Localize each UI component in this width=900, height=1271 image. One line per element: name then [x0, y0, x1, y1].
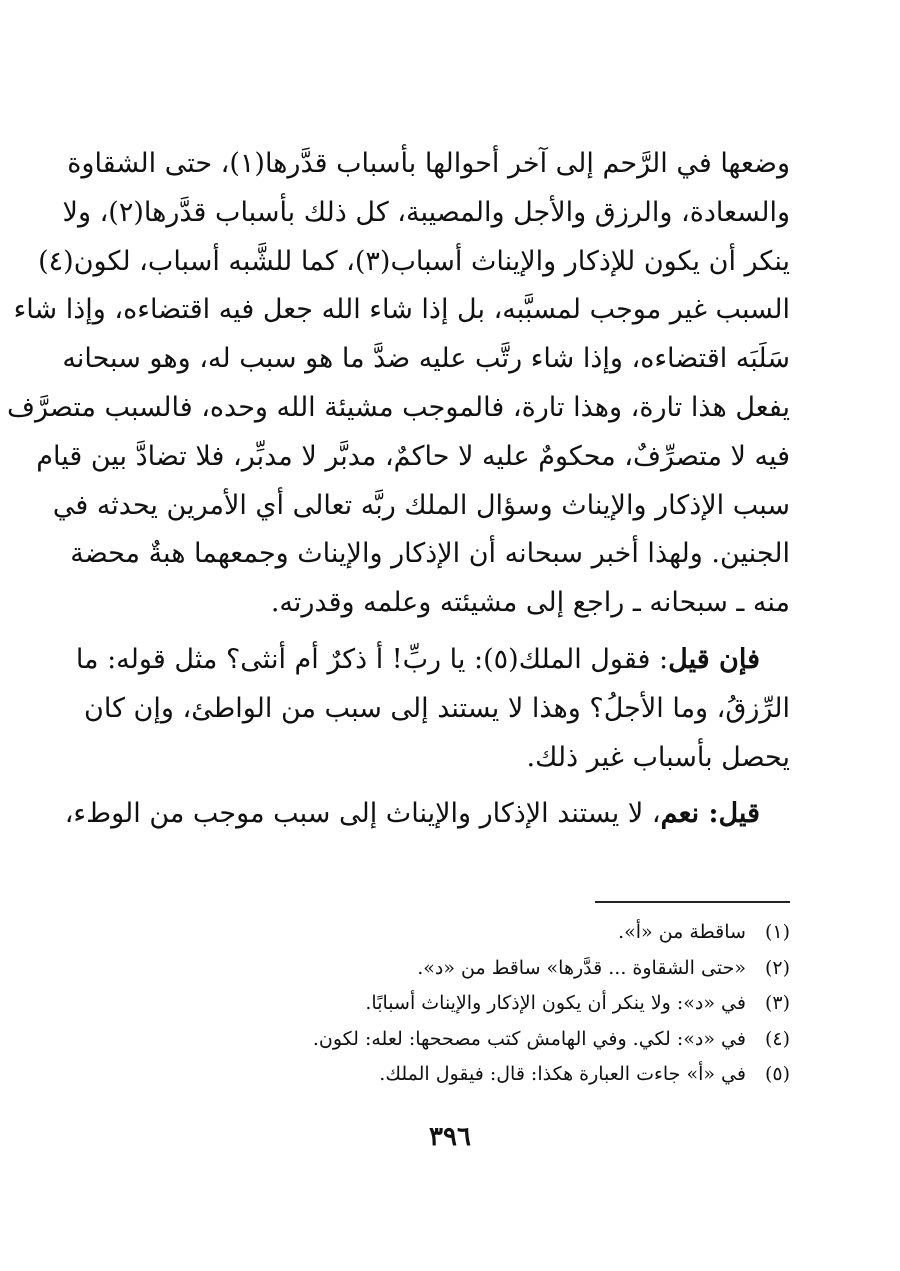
footnote-number: (٢): [764, 956, 790, 979]
paragraph-3: [64, 790, 790, 839]
text-line: السبب غير موجب لمسبَّبه، بل إذا شاء الله جعل فيه اقتضاءه، وإذا شاء: [13, 294, 790, 326]
footnote-number: (٥): [764, 1063, 790, 1085]
footnote-text: في «أ» جاءت العبارة هكذا: قال: فيقول الملك.: [379, 1063, 746, 1085]
text-line: سبب الإذكار والإيناث وسؤال الملك ربَّه تعالى أي الأمرين يحدثه في: [52, 489, 790, 521]
page-number: ٣٩٦: [429, 1122, 471, 1152]
paragraph-lead: فإن قيل: [668, 643, 760, 675]
paragraph-2: [75, 636, 790, 782]
paragraph-1: [7, 140, 790, 628]
footnote: [110, 1057, 790, 1093]
footnote-number: (١): [764, 921, 790, 943]
footnote: [110, 1022, 790, 1058]
footnote-text: «حتى الشقاوة ... قدَّرها» ساقط من «د».: [417, 956, 746, 979]
text-segment: ، لا يستند الإذكار والإيناث إلى سبب موجب من الوطء،: [64, 798, 661, 830]
text-line: الرِّزقُ، وما الأجلُ؟ وهذا لا يستند إلى سبب من الواطئ، وإن كان: [84, 692, 790, 724]
paragraph-gap: [110, 628, 790, 636]
footnote: [110, 915, 790, 951]
text-line: منه ـ سبحانه ـ راجع إلى مشيئته وعلمه وقدرته.: [270, 587, 790, 619]
text-line: [75, 636, 790, 685]
text-line: فيه لا متصرِّفٌ، محكومٌ عليه لا حاكمٌ، مدبَّر لا مدبِّر، فلا تضادَّ بين قيام: [36, 440, 790, 472]
footnote-number: (٤): [764, 1027, 790, 1050]
footnote-text: في «د»: لكي. وفي الهامش كتب مصححها: لعله: لكون.: [312, 1027, 746, 1050]
footnote-text: في «د»: ولا ينكر أن يكون الإذكار والإيناث أسبابًا.: [365, 992, 746, 1014]
text-segment: : فقول الملك(٥): يا ربِّ! أ ذكرٌ أم أنثى؟ مثل قوله: ما: [75, 643, 669, 675]
text-line: سَلَبَه اقتضاءه، وإذا شاء رتَّب عليه ضدَّ ما هو سبب له، وهو سبحانه: [62, 343, 790, 375]
footnote-number: (٣): [764, 992, 790, 1014]
text-line: ينكر أن يكون للإذكار والإيناث أسباب(٣)، كما للشَّبه أسباب، لكون(٤): [38, 245, 790, 277]
page-body: [7, 140, 790, 839]
footnote: [110, 951, 790, 987]
footnote-divider: [595, 901, 790, 903]
footnote-text: ساقطة من «أ».: [618, 921, 746, 943]
text-line: الجنين. ولهذا أخبر سبحانه أن الإذكار والإيناث وجمعهما هبةٌ محضة: [70, 538, 790, 570]
paragraph-lead: قيل: نعم: [660, 798, 760, 830]
footnotes: [110, 915, 790, 1093]
text-line: وضعها في الرَّحم إلى آخر أحوالها بأسباب قدَّرها(١)، حتى الشقاوة: [67, 148, 790, 179]
text-line: يفعل هذا تارة، وهذا تارة، فالموجب مشيئة الله وحده، فالسبب متصرَّف: [7, 391, 790, 423]
text-line: [64, 790, 790, 839]
footnote: [110, 986, 790, 1022]
text-line: يحصل بأسباب غير ذلك.: [526, 741, 790, 773]
paragraph-gap: [110, 782, 790, 790]
text-line: والسعادة، والرزق والأجل والمصيبة، كل ذلك بأسباب قدَّرها(٢)، ولا: [62, 196, 790, 228]
